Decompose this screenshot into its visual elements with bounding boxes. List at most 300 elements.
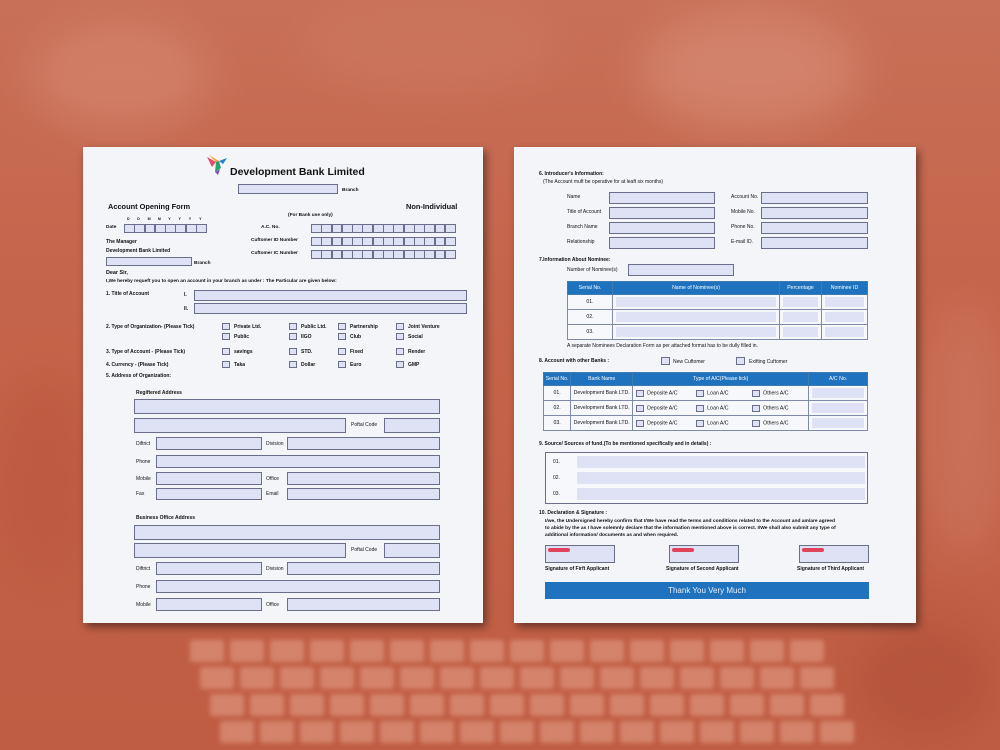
keyboard-key <box>560 667 594 689</box>
registered-office-field[interactable] <box>287 472 440 485</box>
introducer-left-label: Name <box>567 194 581 200</box>
digit-cell[interactable] <box>445 250 456 259</box>
new-customer-checkbox[interactable] <box>661 357 670 365</box>
digit-cell[interactable] <box>393 237 404 246</box>
registered-fax-label: Fax <box>136 491 145 497</box>
ac-type-label: Loan A/C <box>707 405 729 411</box>
digit-cell[interactable] <box>175 224 186 233</box>
digit-cell[interactable] <box>393 250 404 259</box>
ac-type-checkbox[interactable] <box>752 405 760 412</box>
ac-type-option[interactable] <box>636 405 696 412</box>
ac-type-label: Loan A/C <box>707 420 729 426</box>
ac-type-option[interactable] <box>752 420 808 427</box>
keyboard-key <box>510 640 544 662</box>
keyboard-key <box>740 721 774 743</box>
org-type-checkbox[interactable] <box>289 323 297 330</box>
keyboard-key <box>270 640 304 662</box>
signature-box-1[interactable] <box>545 545 615 563</box>
digit-cell[interactable] <box>342 250 353 259</box>
introducer-left-label: Branch Name <box>567 224 598 230</box>
digit-cell[interactable] <box>124 224 135 233</box>
currency-checkbox[interactable] <box>338 361 346 368</box>
org-type-checkbox[interactable] <box>396 333 404 340</box>
section-10-title: 10. Declaration & Signature : <box>539 510 608 516</box>
digit-cell[interactable] <box>404 224 415 233</box>
fund-source-input[interactable] <box>577 488 865 500</box>
nominee-input[interactable] <box>616 297 776 307</box>
keyboard-key <box>500 721 534 743</box>
business-mobile-label: Mobile <box>136 602 151 608</box>
bank-ac-no-input[interactable] <box>812 388 864 398</box>
fund-source-input[interactable] <box>577 472 865 484</box>
fund-serial: 02. <box>553 475 560 481</box>
registered-phone-field[interactable] <box>156 455 440 468</box>
ac-type-option[interactable] <box>752 405 808 412</box>
keyboard-key <box>750 640 784 662</box>
digit-cell[interactable] <box>373 250 384 259</box>
introducer-right-field[interactable] <box>761 237 868 249</box>
introducer-right-label: Phone No. <box>731 224 755 230</box>
org-type-checkbox[interactable] <box>289 333 297 340</box>
digit-cell[interactable] <box>404 237 415 246</box>
customer-id-label: Cuftomer ID Number <box>251 238 298 243</box>
title-account-field-2[interactable] <box>194 303 467 314</box>
digit-cell[interactable] <box>435 237 446 246</box>
org-type-checkbox[interactable] <box>396 323 404 330</box>
signature-label-2: Signature of Second Applicant <box>666 566 739 572</box>
org-type-label: Club <box>350 334 362 340</box>
ac-type-option[interactable] <box>696 390 752 397</box>
keyboard-key <box>800 667 834 689</box>
keyboard-key <box>420 721 454 743</box>
bank-ac-no-input[interactable] <box>812 403 864 413</box>
q2-label: 2. Type of Organization- (Please Tick) <box>106 324 195 330</box>
digit-cell[interactable] <box>332 224 343 233</box>
keyboard-key <box>820 721 854 743</box>
keyboard-key <box>300 721 334 743</box>
business-address-line-1[interactable] <box>134 525 440 540</box>
introducer-right-label: Account No. <box>731 194 759 200</box>
digit-cell[interactable] <box>414 250 425 259</box>
manager-branch-field[interactable] <box>106 257 192 266</box>
account-type-label: Fixed <box>350 349 364 355</box>
ac-type-option[interactable] <box>636 390 696 397</box>
keyboard-key <box>770 694 804 716</box>
intro-text: I,We hereby requeft you to open an account in your branch as under : The Particular are given below: <box>106 279 337 284</box>
ac-type-checkbox[interactable] <box>636 390 644 397</box>
keyboard-key <box>360 667 394 689</box>
existing-customer-label: Exifting Cuftomer <box>749 359 788 365</box>
title-account-field-1[interactable] <box>194 290 467 301</box>
account-type-checkbox[interactable] <box>396 348 404 355</box>
introducer-left-field[interactable] <box>609 237 715 249</box>
ac-type-option[interactable] <box>696 405 752 412</box>
nominee-cell <box>613 310 780 325</box>
keyboard-key <box>700 721 734 743</box>
digit-cell[interactable] <box>435 250 446 259</box>
ac-type-option[interactable] <box>752 390 808 397</box>
org-type-checkbox[interactable] <box>222 333 230 340</box>
new-customer-label: New Cuftomer <box>673 359 705 365</box>
date-format-letter: M <box>147 217 151 221</box>
business-postal-label: Poftal Code <box>351 547 378 553</box>
digit-cell[interactable] <box>445 224 456 233</box>
keyboard-key <box>760 667 794 689</box>
digit-cell[interactable] <box>445 237 456 246</box>
date-format-letter: Y <box>188 217 192 221</box>
introducer-left-field[interactable] <box>609 207 715 219</box>
keyboard-key <box>620 721 654 743</box>
keyboard-key <box>570 694 604 716</box>
keyboard-key <box>810 694 844 716</box>
digit-cell[interactable] <box>414 237 425 246</box>
keyboard-key <box>230 640 264 662</box>
keyboard-key <box>320 667 354 689</box>
nominee-serial: 02. <box>568 310 613 325</box>
fund-serial: 01. <box>553 459 560 465</box>
registered-postal-field[interactable] <box>384 418 440 433</box>
account-type-checkbox[interactable] <box>338 348 346 355</box>
business-postal-field[interactable] <box>384 543 440 558</box>
keyboard-key <box>260 721 294 743</box>
declaration-line-3: additional information/ documents as and when required. <box>545 533 679 538</box>
digit-cell[interactable] <box>311 224 322 233</box>
digit-cell[interactable] <box>165 224 176 233</box>
registered-district-field[interactable] <box>156 437 262 450</box>
digit-cell[interactable] <box>311 250 322 259</box>
business-office-field[interactable] <box>287 598 440 611</box>
digit-cell[interactable] <box>383 237 394 246</box>
ac-type-option[interactable] <box>696 420 752 427</box>
registered-address-line-2[interactable] <box>134 418 346 433</box>
q5-label: 5. Address of Organization: <box>106 373 172 379</box>
date-format-letter: Y <box>178 217 181 221</box>
bank-ac-no-cell <box>809 416 868 431</box>
digit-cell[interactable] <box>424 237 435 246</box>
bank-header-cell: A/C No. <box>809 373 868 386</box>
digit-cell[interactable] <box>321 237 332 246</box>
registered-address-heading: Regiftered Address <box>136 390 182 396</box>
currency-checkbox[interactable] <box>222 361 230 368</box>
ac-type-option[interactable] <box>636 420 696 427</box>
date-format-letter: Y <box>199 217 202 221</box>
digit-cell[interactable] <box>373 237 384 246</box>
registered-mobile-field[interactable] <box>156 472 262 485</box>
account-type-label: Render <box>408 349 426 355</box>
nominee-table <box>567 281 868 340</box>
nominee-serial: 03. <box>568 325 613 340</box>
keyboard-key <box>380 721 414 743</box>
date-format-letter: D <box>127 217 130 221</box>
nominee-cell <box>780 295 822 310</box>
keyboard-key <box>340 721 374 743</box>
keyboard-key <box>410 694 444 716</box>
nominee-cell <box>822 325 868 340</box>
bank-ac-type-cell <box>633 416 809 431</box>
keyboard-key <box>470 640 504 662</box>
nominee-serial: 01. <box>568 295 613 310</box>
q1-label: 1. Title of Account <box>106 291 150 297</box>
currency-label: Euro <box>350 362 362 368</box>
digit-cell[interactable] <box>424 250 435 259</box>
customer-id-cells[interactable] <box>311 237 455 246</box>
org-type-checkbox[interactable] <box>338 333 346 340</box>
keyboard-key <box>240 667 274 689</box>
bank-ac-no-cell <box>809 386 868 401</box>
currency-checkbox[interactable] <box>289 361 297 368</box>
registered-email-field[interactable] <box>287 488 440 500</box>
signature-label-3: Signature of Third Applicant <box>797 566 865 572</box>
roman-ii: II. <box>184 306 189 312</box>
nominee-input[interactable] <box>783 297 818 307</box>
currency-checkbox[interactable] <box>396 361 404 368</box>
keyboard-key <box>520 667 554 689</box>
digit-cell[interactable] <box>352 237 363 246</box>
currency-label: Dollar <box>301 362 316 368</box>
digit-cell[interactable] <box>321 224 332 233</box>
ac-type-label: Others A/C <box>763 390 789 396</box>
keyboard-key <box>710 640 744 662</box>
bank-ac-type-cell <box>633 401 809 416</box>
keyboard-key <box>200 667 234 689</box>
account-type-label: STD. <box>301 349 313 355</box>
keyboard-key <box>640 667 674 689</box>
ac-type-checkbox[interactable] <box>696 420 704 427</box>
digit-cell[interactable] <box>155 224 166 233</box>
form-page-1 <box>83 147 483 623</box>
business-phone-field[interactable] <box>156 580 440 593</box>
form-page-2 <box>514 147 916 623</box>
digit-cell[interactable] <box>145 224 156 233</box>
keyboard-key <box>280 667 314 689</box>
sign-here-tag <box>548 548 570 552</box>
nominee-input[interactable] <box>825 327 864 337</box>
keyboard-key <box>720 667 754 689</box>
registered-office-label: Office <box>266 476 279 482</box>
section-6-note: (The Account muft be operative for at leaft six months) <box>543 179 664 185</box>
ac-type-label: Deposite A/C <box>647 405 678 411</box>
keyboard-key <box>490 694 524 716</box>
nominee-cell <box>613 295 780 310</box>
account-type-checkbox[interactable] <box>222 348 230 355</box>
registered-district-label: Diftrict <box>136 441 151 447</box>
business-division-field[interactable] <box>287 562 440 575</box>
nominee-count-label: Number of Nominee(s) <box>567 267 618 273</box>
digit-cell[interactable] <box>311 237 322 246</box>
digit-cell[interactable] <box>352 224 363 233</box>
keyboard-key <box>780 721 814 743</box>
date-label: Date <box>106 225 117 230</box>
nominee-input[interactable] <box>825 312 864 322</box>
nominee-cell <box>613 325 780 340</box>
keyboard-key <box>210 694 244 716</box>
ac-type-checkbox[interactable] <box>696 405 704 412</box>
keyboard-key <box>630 640 664 662</box>
digit-cell[interactable] <box>435 224 446 233</box>
digit-cell[interactable] <box>383 250 394 259</box>
digit-cell[interactable] <box>414 224 425 233</box>
digit-cell[interactable] <box>362 224 373 233</box>
nominee-input[interactable] <box>616 327 776 337</box>
business-district-label: Diftrict <box>136 566 151 572</box>
ac-type-label: Deposite A/C <box>647 390 678 396</box>
nominee-input[interactable] <box>825 297 864 307</box>
bank-name: Development Bank Limited <box>230 166 365 178</box>
registered-email-label: Email <box>266 491 279 497</box>
fund-source-input[interactable] <box>577 456 865 468</box>
digit-cell[interactable] <box>383 224 394 233</box>
digit-cell[interactable] <box>342 224 353 233</box>
ac-no-cells[interactable] <box>311 224 455 233</box>
blurred-keyboard <box>190 640 830 750</box>
keyboard-key <box>480 667 514 689</box>
ac-type-label: Others A/C <box>763 420 789 426</box>
business-mobile-field[interactable] <box>156 598 262 611</box>
keyboard-key <box>670 640 704 662</box>
digit-cell[interactable] <box>321 250 332 259</box>
nominee-input[interactable] <box>616 312 776 322</box>
keyboard-key <box>250 694 284 716</box>
fund-serial: 03. <box>553 491 560 497</box>
ac-type-checkbox[interactable] <box>636 405 644 412</box>
registered-address-line-1[interactable] <box>134 399 440 414</box>
q4-label: 4. Currency - (Please Tick) <box>106 362 169 368</box>
org-type-checkbox[interactable] <box>222 323 230 330</box>
account-type-checkbox[interactable] <box>289 348 297 355</box>
existing-customer-checkbox[interactable] <box>736 357 745 365</box>
introducer-right-field[interactable] <box>761 192 868 204</box>
thank-you-banner: Thank You Very Much <box>545 582 869 599</box>
nominee-cell <box>822 295 868 310</box>
keyboard-key <box>690 694 724 716</box>
bank-use-note: (For Bank use only) <box>288 213 333 218</box>
keyboard-key <box>610 694 644 716</box>
registered-phone-label: Phone <box>136 459 151 465</box>
ac-type-checkbox[interactable] <box>696 390 704 397</box>
digit-cell[interactable] <box>134 224 145 233</box>
ac-type-checkbox[interactable] <box>752 390 760 397</box>
keyboard-key <box>290 694 324 716</box>
bank-ac-no-input[interactable] <box>812 418 864 428</box>
nominee-count-field[interactable] <box>628 264 734 276</box>
keyboard-key <box>590 640 624 662</box>
digit-cell[interactable] <box>342 237 353 246</box>
branch-field[interactable] <box>238 184 338 194</box>
section-6-title: 6. Introducer's Information: <box>539 171 604 177</box>
nominee-input[interactable] <box>783 327 818 337</box>
roman-i: I. <box>184 292 187 298</box>
ac-type-label: Loan A/C <box>707 390 729 396</box>
digit-cell[interactable] <box>352 250 363 259</box>
nominee-cell <box>780 325 822 340</box>
hummingbird-logo-icon <box>207 155 229 175</box>
customer-ic-cells[interactable] <box>311 250 455 259</box>
registered-division-field[interactable] <box>287 437 440 450</box>
business-office-label: Office <box>266 602 279 608</box>
bank-row <box>544 401 868 416</box>
org-type-label: Public Ltd. <box>301 324 327 330</box>
introducer-left-field[interactable] <box>609 192 715 204</box>
keyboard-key <box>350 640 384 662</box>
nominee-note: A separate Nominees Declaration Form as per attached format has to be dully filled in. <box>567 343 758 349</box>
bank-header-cell: Bank Name <box>571 373 633 386</box>
business-address-line-2[interactable] <box>134 543 346 558</box>
nominee-input[interactable] <box>783 312 818 322</box>
nominee-header-cell: Name of Nominee(s) <box>613 282 780 295</box>
digit-cell[interactable] <box>424 224 435 233</box>
introducer-right-field[interactable] <box>761 222 868 234</box>
sign-here-tag <box>802 548 824 552</box>
ac-type-checkbox[interactable] <box>752 420 760 427</box>
form-type: Non-Individual <box>406 202 458 211</box>
org-type-label: Public <box>234 334 250 340</box>
bank-name: Development Bank LTD. <box>571 416 633 431</box>
currency-label: Taka <box>234 362 246 368</box>
keyboard-key <box>190 640 224 662</box>
ac-type-label: Deposite A/C <box>647 420 678 426</box>
ac-type-checkbox[interactable] <box>636 420 644 427</box>
bank-header-cell: Serial No. <box>544 373 571 386</box>
nominee-row <box>568 295 868 310</box>
ac-type-label: Others A/C <box>763 405 789 411</box>
registered-mobile-label: Mobile <box>136 476 151 482</box>
nominee-header-cell: Nominee ID <box>822 282 868 295</box>
business-division-label: Division <box>266 566 284 572</box>
org-type-label: Private Ltd. <box>234 324 262 330</box>
digit-cell[interactable] <box>373 224 384 233</box>
signature-label-1: Signature of Firft Applicant <box>545 566 610 572</box>
manager-branch-label: Branch <box>194 261 211 266</box>
bank-header-cell: Type of A/C(Please tick) <box>633 373 809 386</box>
keyboard-key <box>790 640 824 662</box>
digit-cell[interactable] <box>362 237 373 246</box>
sign-here-tag <box>672 548 694 552</box>
digit-cell[interactable] <box>332 237 343 246</box>
keyboard-key <box>430 640 464 662</box>
introducer-left-field[interactable] <box>609 222 715 234</box>
introducer-left-label: Relationship <box>567 239 595 245</box>
digit-cell[interactable] <box>186 224 197 233</box>
bank-name: Development Bank LTD. <box>571 401 633 416</box>
registered-postal-label: Poftal Code <box>351 422 378 428</box>
declaration-line-2: to abide by the as I have solemnly declare that the information mentioned above is correct. I/We shall also submit any type of <box>545 526 836 531</box>
org-type-label: Joint Venture <box>408 324 440 330</box>
digit-cell[interactable] <box>362 250 373 259</box>
keyboard-key <box>730 694 764 716</box>
ac-no-label: A.C. No. <box>261 225 280 230</box>
bank-ac-no-cell <box>809 401 868 416</box>
keyboard-key <box>450 694 484 716</box>
bank-ac-type-cell <box>633 386 809 401</box>
signature-box-2[interactable] <box>669 545 739 563</box>
digit-cell[interactable] <box>196 224 207 233</box>
business-district-field[interactable] <box>156 562 262 575</box>
registered-fax-field[interactable] <box>156 488 262 500</box>
digit-cell[interactable] <box>393 224 404 233</box>
org-type-checkbox[interactable] <box>338 323 346 330</box>
digit-cell[interactable] <box>332 250 343 259</box>
introducer-right-field[interactable] <box>761 207 868 219</box>
nominee-row <box>568 325 868 340</box>
digit-cell[interactable] <box>404 250 415 259</box>
date-cells[interactable] <box>124 224 206 233</box>
business-phone-label: Phone <box>136 584 151 590</box>
branch-label: Branch <box>342 188 359 193</box>
bank-row <box>544 386 868 401</box>
signature-box-3[interactable] <box>799 545 869 563</box>
keyboard-key <box>370 694 404 716</box>
nominee-cell <box>780 310 822 325</box>
